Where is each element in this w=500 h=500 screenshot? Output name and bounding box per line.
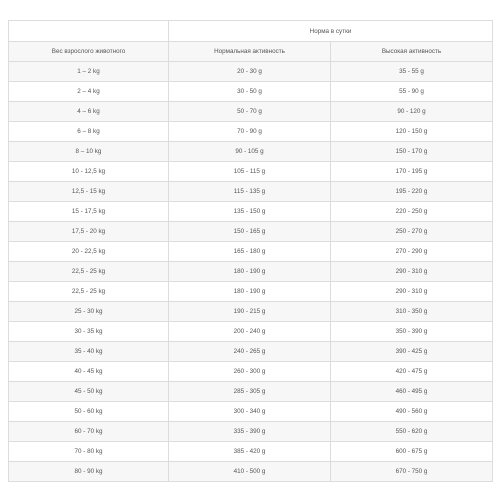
table-row <box>9 362 493 382</box>
table-header <box>9 21 493 62</box>
cell-weight: 1 – 2 kg <box>9 62 169 82</box>
cell-high-activity: 195 - 220 g <box>331 182 493 202</box>
table-row <box>9 202 493 222</box>
column-header-high-activity: Высокая активность <box>331 42 493 62</box>
table-row <box>9 282 493 302</box>
cell-normal-activity: 385 - 420 g <box>169 442 331 462</box>
cell-normal-activity: 135 - 150 g <box>169 202 331 222</box>
cell-high-activity: 420 - 475 g <box>331 362 493 382</box>
cell-weight: 17,5 - 20 kg <box>9 222 169 242</box>
table-row <box>9 222 493 242</box>
cell-normal-activity: 115 - 135 g <box>169 182 331 202</box>
table-body <box>9 62 493 482</box>
feeding-table <box>8 20 493 482</box>
cell-weight: 80 - 90 kg <box>9 462 169 482</box>
cell-weight: 8 – 10 kg <box>9 142 169 162</box>
cell-weight: 22,5 - 25 kg <box>9 262 169 282</box>
cell-weight: 22,5 - 25 kg <box>9 282 169 302</box>
cell-high-activity: 310 - 350 g <box>331 302 493 322</box>
cell-normal-activity: 200 - 240 g <box>169 322 331 342</box>
cell-weight: 6 – 8 kg <box>9 122 169 142</box>
cell-weight: 4 – 6 kg <box>9 102 169 122</box>
column-header-weight: Вес взрослого животного <box>9 42 169 62</box>
feeding-table-container <box>8 20 492 482</box>
column-header-normal-activity: Нормальная активность <box>169 42 331 62</box>
cell-high-activity: 90 - 120 g <box>331 102 493 122</box>
cell-high-activity: 220 - 250 g <box>331 202 493 222</box>
cell-weight: 20 - 22,5 kg <box>9 242 169 262</box>
cell-normal-activity: 50 - 70 g <box>169 102 331 122</box>
table-row <box>9 462 493 482</box>
cell-weight: 2 – 4 kg <box>9 82 169 102</box>
cell-high-activity: 670 - 750 g <box>331 462 493 482</box>
table-row <box>9 262 493 282</box>
cell-weight: 35 - 40 kg <box>9 342 169 362</box>
cell-normal-activity: 410 - 500 g <box>169 462 331 482</box>
cell-high-activity: 600 - 675 g <box>331 442 493 462</box>
cell-weight: 70 - 80 kg <box>9 442 169 462</box>
cell-high-activity: 550 - 620 g <box>331 422 493 442</box>
cell-normal-activity: 180 - 190 g <box>169 262 331 282</box>
table-row <box>9 442 493 462</box>
cell-normal-activity: 30 - 50 g <box>169 82 331 102</box>
cell-high-activity: 250 - 270 g <box>331 222 493 242</box>
header-blank-cell <box>9 21 169 42</box>
table-row <box>9 402 493 422</box>
cell-weight: 45 - 50 kg <box>9 382 169 402</box>
cell-high-activity: 270 - 290 g <box>331 242 493 262</box>
cell-high-activity: 290 - 310 g <box>331 282 493 302</box>
cell-normal-activity: 105 - 115 g <box>169 162 331 182</box>
cell-weight: 10 - 12,5 kg <box>9 162 169 182</box>
table-row <box>9 142 493 162</box>
table-row <box>9 82 493 102</box>
cell-high-activity: 490 - 560 g <box>331 402 493 422</box>
cell-normal-activity: 300 - 340 g <box>169 402 331 422</box>
table-row <box>9 62 493 82</box>
cell-normal-activity: 240 - 265 g <box>169 342 331 362</box>
cell-weight: 25 - 30 kg <box>9 302 169 322</box>
cell-normal-activity: 190 - 215 g <box>169 302 331 322</box>
cell-weight: 30 - 35 kg <box>9 322 169 342</box>
table-row <box>9 102 493 122</box>
table-row <box>9 422 493 442</box>
cell-normal-activity: 335 - 390 g <box>169 422 331 442</box>
cell-weight: 40 - 45 kg <box>9 362 169 382</box>
table-row <box>9 162 493 182</box>
cell-high-activity: 55 - 90 g <box>331 82 493 102</box>
cell-high-activity: 350 - 390 g <box>331 322 493 342</box>
table-row <box>9 382 493 402</box>
cell-normal-activity: 90 - 105 g <box>169 142 331 162</box>
cell-high-activity: 460 - 495 g <box>331 382 493 402</box>
cell-normal-activity: 260 - 300 g <box>169 362 331 382</box>
cell-normal-activity: 70 - 90 g <box>169 122 331 142</box>
cell-normal-activity: 150 - 165 g <box>169 222 331 242</box>
table-row <box>9 322 493 342</box>
cell-weight: 15 - 17,5 kg <box>9 202 169 222</box>
table-row <box>9 182 493 202</box>
table-row <box>9 302 493 322</box>
cell-weight: 12,5 - 15 kg <box>9 182 169 202</box>
cell-weight: 60 - 70 kg <box>9 422 169 442</box>
cell-weight: 50 - 60 kg <box>9 402 169 422</box>
cell-normal-activity: 180 - 190 g <box>169 282 331 302</box>
cell-normal-activity: 285 - 305 g <box>169 382 331 402</box>
table-row <box>9 242 493 262</box>
cell-normal-activity: 20 - 30 g <box>169 62 331 82</box>
cell-high-activity: 150 - 170 g <box>331 142 493 162</box>
column-header-row <box>9 42 493 62</box>
cell-normal-activity: 165 - 180 g <box>169 242 331 262</box>
header-daily-norm: Норма в сутки <box>169 21 493 42</box>
cell-high-activity: 290 - 310 g <box>331 262 493 282</box>
table-row <box>9 342 493 362</box>
cell-high-activity: 35 - 55 g <box>331 62 493 82</box>
header-group-row <box>9 21 493 42</box>
table-row <box>9 122 493 142</box>
cell-high-activity: 170 - 195 g <box>331 162 493 182</box>
cell-high-activity: 120 - 150 g <box>331 122 493 142</box>
cell-high-activity: 390 - 425 g <box>331 342 493 362</box>
